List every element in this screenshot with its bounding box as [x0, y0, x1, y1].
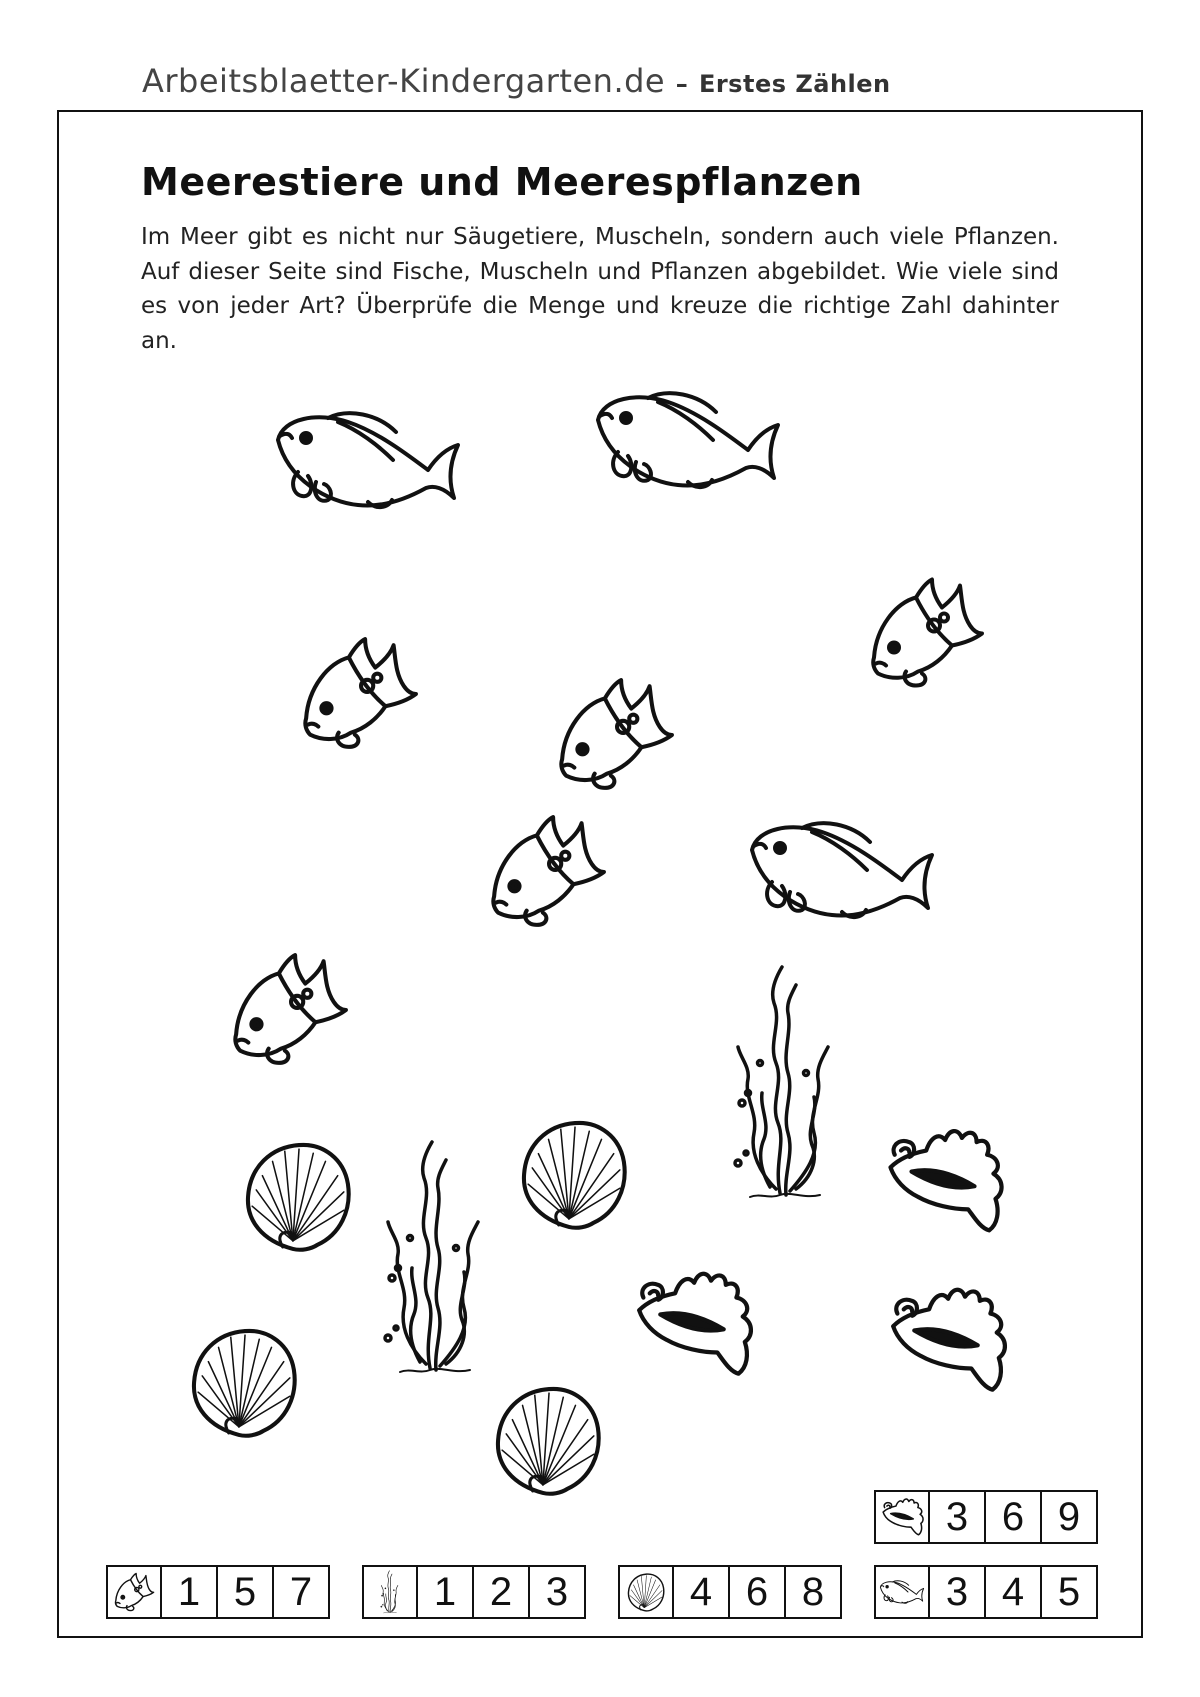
scallop-icon	[242, 1136, 354, 1256]
answer-option-4[interactable]: 4	[672, 1567, 728, 1617]
goldfish-icon	[588, 360, 788, 520]
seaweed-icon	[380, 1130, 490, 1386]
answer-box-icon-cell	[364, 1567, 416, 1617]
header-subtitle: Erstes Zählen	[698, 70, 891, 98]
angelfish-icon	[486, 812, 608, 930]
worksheet-instructions: Im Meer gibt es nicht nur Säugetiere, Muscheln, sondern auch viele Pflanzen. Auf dieser Seite sind Fische, Muscheln und Pflanzen abgebildet. Wie viele sind es von jeder Art? Überprüfe die Menge und kreuze die richtige Zahl dahinter an.	[141, 224, 1059, 354]
angelfish-icon	[298, 634, 420, 752]
conch-icon	[879, 1497, 925, 1537]
angelfish-icon	[113, 1572, 155, 1612]
seaweed-icon	[730, 955, 840, 1211]
conch-icon	[622, 1268, 762, 1380]
worksheet-title: Meerestiere und Meerespflanzen	[141, 160, 863, 204]
scallop-icon	[492, 1380, 604, 1500]
header-separator: –	[675, 70, 689, 98]
answer-option-3[interactable]: 3	[928, 1567, 984, 1617]
answer-box-icon-cell	[620, 1567, 672, 1617]
scallop-icon	[188, 1322, 300, 1442]
answer-option-9[interactable]: 9	[1040, 1492, 1096, 1542]
answer-option-5[interactable]: 5	[216, 1567, 272, 1617]
answer-box-icon-cell	[108, 1567, 160, 1617]
answer-option-2[interactable]: 2	[472, 1567, 528, 1617]
goldfish-icon	[742, 790, 942, 950]
site-name: Arbeitsblaetter-Kindergarten.de	[142, 62, 666, 100]
answer-box-conch	[874, 1490, 1098, 1544]
goldfish-icon	[878, 1576, 926, 1608]
answer-box-icon-cell	[876, 1492, 928, 1542]
answer-option-6[interactable]: 6	[984, 1492, 1040, 1542]
seaweed-icon	[378, 1570, 402, 1614]
conch-icon	[876, 1284, 1016, 1396]
angelfish-icon	[866, 575, 986, 690]
answer-option-3[interactable]: 3	[928, 1492, 984, 1542]
site-header	[142, 62, 891, 100]
goldfish-icon	[268, 380, 468, 540]
answer-box-angelfish	[106, 1565, 330, 1619]
answer-box-icon-cell	[876, 1567, 928, 1617]
answer-box-goldfish	[874, 1565, 1098, 1619]
answer-option-8[interactable]: 8	[784, 1567, 840, 1617]
answer-option-5[interactable]: 5	[1040, 1567, 1096, 1617]
answer-box-scallop	[618, 1565, 842, 1619]
angelfish-icon	[228, 950, 350, 1068]
answer-option-3[interactable]: 3	[528, 1567, 584, 1617]
answer-option-4[interactable]: 4	[984, 1567, 1040, 1617]
conch-icon	[880, 1125, 1006, 1237]
answer-box-seaweed	[362, 1565, 586, 1619]
answer-option-7[interactable]: 7	[272, 1567, 328, 1617]
scallop-icon	[518, 1114, 630, 1234]
answer-option-1[interactable]: 1	[160, 1567, 216, 1617]
answer-option-1[interactable]: 1	[416, 1567, 472, 1617]
scallop-icon	[626, 1572, 666, 1612]
angelfish-icon	[554, 675, 676, 793]
answer-option-6[interactable]: 6	[728, 1567, 784, 1617]
